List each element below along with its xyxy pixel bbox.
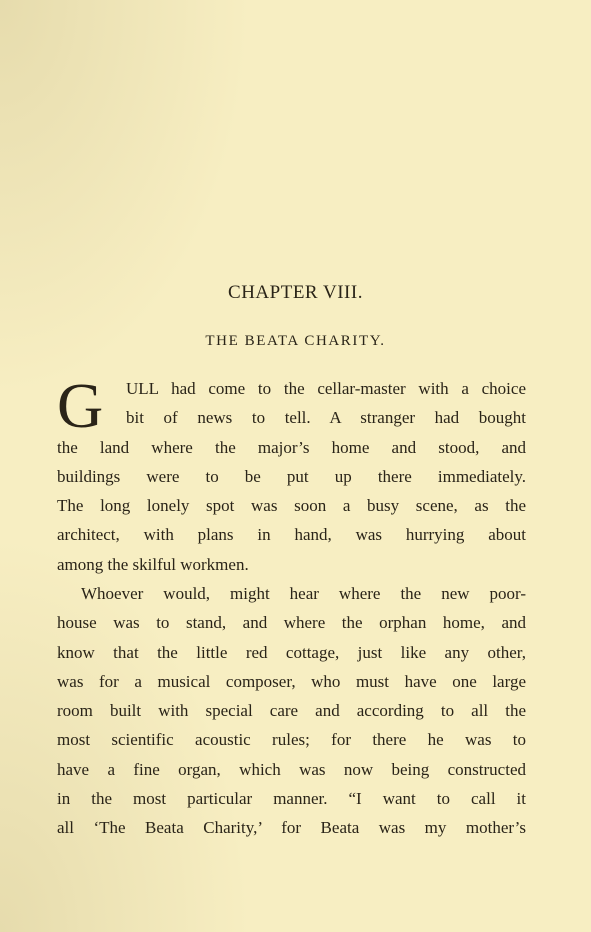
text-line: most scientific acoustic rules; for there he was to <box>57 730 526 750</box>
text-line: Whoever would, might hear where the new poor- <box>81 584 526 603</box>
text-line: was for a musical composer, who must have one large <box>57 671 526 691</box>
text-line: room built with special care and according to all the <box>57 701 526 721</box>
text-line: house was to stand, and where the orphan home, and <box>57 613 526 633</box>
text-line: bit of news to tell. A stranger had bought <box>126 408 526 428</box>
text-line: the land where the major’s home and stood, and <box>57 437 526 457</box>
chapter-heading: CHAPTER VIII. <box>228 282 363 303</box>
paragraph-1 <box>57 370 526 579</box>
text-line: in the most particular manner. “I want to call it <box>57 789 526 809</box>
text-line: know that the little red cottage, just like any other, <box>57 642 526 662</box>
chapter-title: THE BEATA CHARITY. <box>205 333 386 349</box>
text-line: ULL had come to the cellar-master with a choice <box>126 379 526 398</box>
text-line: The long lonely spot was soon a busy scene, as the <box>57 496 526 516</box>
paragraph-2 <box>57 579 526 843</box>
text-line: all ‘The Beata Charity,’ for Beata was my mother’s <box>57 818 526 838</box>
text-line: among the skilful workmen. <box>57 554 249 574</box>
text-line: have a fine organ, which was now being constructed <box>57 759 526 779</box>
drop-cap: G <box>57 370 104 441</box>
text-line: architect, with plans in hand, was hurrying about <box>57 525 526 545</box>
text-line: buildings were to be put up there immediately. <box>57 466 526 486</box>
